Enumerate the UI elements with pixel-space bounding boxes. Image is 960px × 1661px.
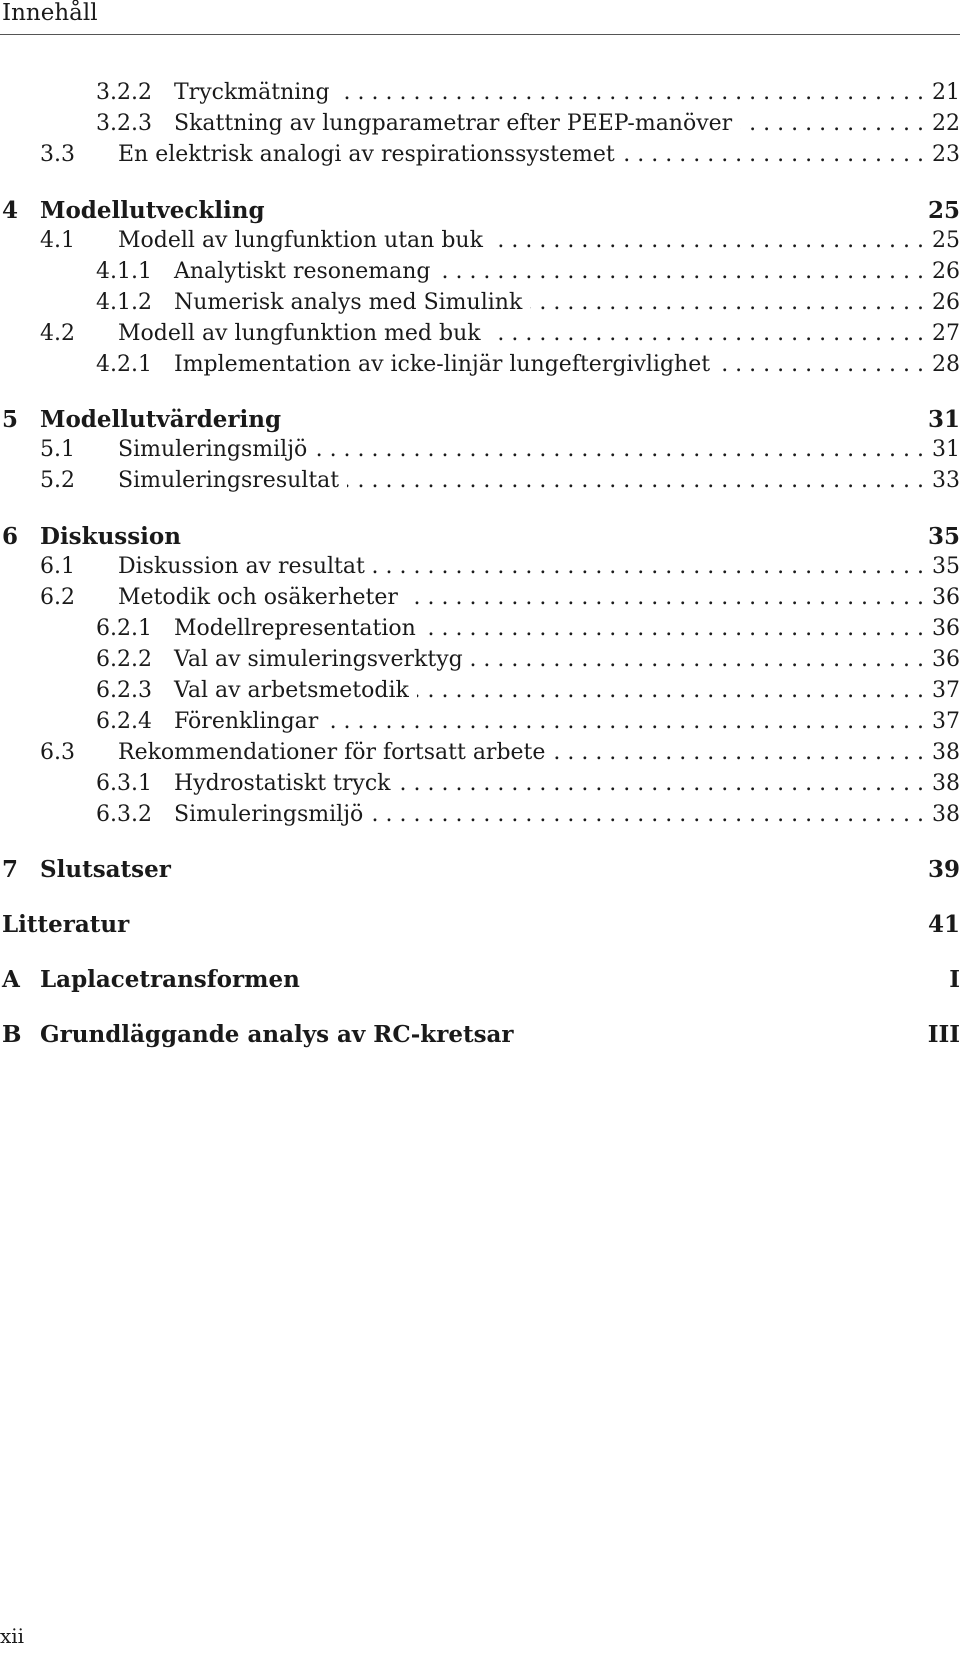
toc-entry[interactable] bbox=[0, 647, 960, 672]
toc-entry-page: 35 bbox=[932, 554, 960, 579]
toc-entry-title: Modellutvärdering bbox=[40, 406, 282, 433]
toc-entry-title: Tryckmätning bbox=[174, 80, 330, 105]
toc-entry-title: Simuleringsresultat bbox=[118, 468, 340, 493]
toc-entry-title: Numerisk analys med Simulink bbox=[174, 290, 523, 315]
toc-dot-leader bbox=[530, 290, 924, 315]
toc-entry[interactable] bbox=[0, 80, 960, 105]
toc-entry[interactable] bbox=[0, 678, 960, 703]
toc-entry[interactable] bbox=[0, 406, 960, 433]
toc-entry[interactable] bbox=[0, 352, 960, 377]
toc-entry-page: 26 bbox=[932, 259, 960, 284]
toc-entry-title: Modell av lungfunktion utan buk bbox=[118, 228, 483, 253]
toc-entry-title: Simuleringsmiljö bbox=[118, 437, 308, 462]
toc-dot-leader bbox=[315, 437, 924, 462]
toc-entry-page: 31 bbox=[932, 437, 960, 462]
toc-entry[interactable] bbox=[0, 228, 960, 253]
toc-entry-page: 41 bbox=[927, 911, 960, 938]
toc-entry[interactable] bbox=[0, 856, 960, 883]
toc-dot-leader bbox=[718, 352, 924, 377]
toc-entry-page: 26 bbox=[932, 290, 960, 315]
toc-dot-leader bbox=[373, 554, 924, 579]
toc-entry-page: 22 bbox=[932, 111, 960, 136]
toc-entry-page: 35 bbox=[927, 523, 960, 550]
toc-dot-leader bbox=[623, 142, 924, 167]
toc-dot-leader bbox=[417, 678, 924, 703]
toc-entry-number: 5 bbox=[2, 406, 19, 433]
toc-entry-title: Diskussion av resultat bbox=[118, 554, 365, 579]
toc-entry-title: Diskussion bbox=[40, 523, 181, 550]
toc-dot-leader bbox=[347, 468, 924, 493]
toc-entry-title: Slutsatser bbox=[40, 856, 171, 883]
toc-entry-number: 3.2.2 bbox=[96, 80, 152, 105]
toc-entry-number: 3.3 bbox=[40, 142, 75, 167]
toc-entry[interactable] bbox=[0, 290, 960, 315]
toc-dot-leader bbox=[491, 228, 924, 253]
toc-entry-page: 38 bbox=[932, 740, 960, 765]
toc-entry-title: Skattning av lungparametrar efter PEEP-manöver bbox=[174, 111, 733, 136]
toc-entry-title: Modellrepresentation bbox=[174, 616, 416, 641]
toc-entry-title: Implementation av icke-linjär lungeftergivlighet bbox=[174, 352, 711, 377]
toc-entry[interactable] bbox=[0, 259, 960, 284]
toc-entry-page: I bbox=[949, 966, 960, 993]
toc-entry-page: 25 bbox=[927, 197, 960, 224]
toc-entry-title: Metodik och osäkerheter bbox=[118, 585, 398, 610]
toc-entry[interactable] bbox=[0, 111, 960, 136]
toc-entry-page: 38 bbox=[932, 802, 960, 827]
toc-dot-leader bbox=[406, 585, 924, 610]
toc-entry[interactable] bbox=[0, 616, 960, 641]
toc-entry[interactable] bbox=[0, 197, 960, 224]
toc-entry[interactable] bbox=[0, 142, 960, 167]
toc-entry-page: 33 bbox=[932, 468, 960, 493]
toc-entry-page: 37 bbox=[932, 709, 960, 734]
toc-entry-number: 6.3 bbox=[40, 740, 75, 765]
toc-dot-leader bbox=[398, 771, 924, 796]
toc-entry[interactable] bbox=[0, 585, 960, 610]
toc-entry[interactable] bbox=[0, 554, 960, 579]
toc-entry-page: 36 bbox=[932, 616, 960, 641]
toc-entry-page: III bbox=[927, 1021, 960, 1048]
toc-entry[interactable] bbox=[0, 911, 960, 938]
toc-entry-number: 4.2 bbox=[40, 321, 75, 346]
toc-entry-page: 36 bbox=[932, 585, 960, 610]
toc-entry-number: 3.2.3 bbox=[96, 111, 152, 136]
toc-entry-title: Laplacetransformen bbox=[40, 966, 300, 993]
toc-entry-number: 5.1 bbox=[40, 437, 75, 462]
toc-entry-title: Val av simuleringsverktyg bbox=[174, 647, 463, 672]
toc-entry-number: 6.2.3 bbox=[96, 678, 152, 703]
toc-entry-title: Hydrostatiskt tryck bbox=[174, 771, 391, 796]
toc-entry-page: 23 bbox=[932, 142, 960, 167]
toc-entry[interactable] bbox=[0, 468, 960, 493]
toc-entry-page: 27 bbox=[932, 321, 960, 346]
toc-entry-title: Grundläggande analys av RC-kretsar bbox=[40, 1021, 514, 1048]
toc-entry-page: 31 bbox=[927, 406, 960, 433]
toc-entry-page: 37 bbox=[932, 678, 960, 703]
toc-entry-number: 6.3.1 bbox=[96, 771, 152, 796]
toc-dot-leader bbox=[326, 709, 924, 734]
toc-entry-page: 25 bbox=[932, 228, 960, 253]
toc-entry-number: 6.2.2 bbox=[96, 647, 152, 672]
toc-entry-title: Val av arbetsmetodik bbox=[174, 678, 409, 703]
toc-entry-number: 7 bbox=[2, 856, 19, 883]
toc-entry-number: 5.2 bbox=[40, 468, 75, 493]
toc-entry-number: 4.1.1 bbox=[96, 259, 152, 284]
toc-entry-title: Analytiskt resonemang bbox=[174, 259, 431, 284]
toc-entry-number: 6.3.2 bbox=[96, 802, 152, 827]
toc-dot-leader bbox=[371, 802, 924, 827]
toc-entry-number: B bbox=[2, 1021, 22, 1048]
toc-entry[interactable] bbox=[0, 771, 960, 796]
toc-entry-number: 4.1 bbox=[40, 228, 75, 253]
toc-entry-title: Litteratur bbox=[2, 911, 130, 938]
toc-dot-leader bbox=[553, 740, 924, 765]
toc-entry-number: 4 bbox=[2, 197, 19, 224]
toc-entry-page: 36 bbox=[932, 647, 960, 672]
toc-entry-number: 6.2 bbox=[40, 585, 75, 610]
toc-entry-title: Rekommendationer för fortsatt arbete bbox=[118, 740, 546, 765]
toc-entry[interactable] bbox=[0, 437, 960, 462]
toc-entry[interactable] bbox=[0, 321, 960, 346]
toc-entry-number: 6.1 bbox=[40, 554, 75, 579]
running-header-title: Innehåll bbox=[2, 0, 98, 26]
toc-entry-title: Modell av lungfunktion med buk bbox=[118, 321, 481, 346]
toc-entry-title: En elektrisk analogi av respirationssystemet bbox=[118, 142, 615, 167]
toc-entry-page: 38 bbox=[932, 771, 960, 796]
toc-entry[interactable] bbox=[0, 1021, 960, 1048]
toc-entry-title: Modellutveckling bbox=[40, 197, 265, 224]
toc-dot-leader bbox=[338, 80, 924, 105]
toc-dot-leader bbox=[471, 647, 924, 672]
toc-entry-page: 21 bbox=[932, 80, 960, 105]
toc-entry[interactable] bbox=[0, 802, 960, 827]
toc-dot-leader bbox=[424, 616, 924, 641]
toc-entry-number: 6.2.4 bbox=[96, 709, 152, 734]
toc-entry-number: A bbox=[2, 966, 20, 993]
page-number: xii bbox=[0, 1624, 25, 1648]
toc-entry-number: 4.1.2 bbox=[96, 290, 152, 315]
toc-dot-leader bbox=[438, 259, 924, 284]
toc-entry-number: 4.2.1 bbox=[96, 352, 152, 377]
toc-dot-leader bbox=[489, 321, 924, 346]
toc-entry-number: 6 bbox=[2, 523, 19, 550]
toc-entry[interactable] bbox=[0, 740, 960, 765]
toc-dot-leader bbox=[740, 111, 924, 136]
toc-entry-title: Simuleringsmiljö bbox=[174, 802, 364, 827]
toc-entry-number: 6.2.1 bbox=[96, 616, 152, 641]
toc-entry-title: Förenklingar bbox=[174, 709, 319, 734]
toc-entry-page: 28 bbox=[932, 352, 960, 377]
toc-entry-page: 39 bbox=[927, 856, 960, 883]
toc-entry[interactable] bbox=[0, 709, 960, 734]
toc-entry[interactable] bbox=[0, 523, 960, 550]
toc-entry[interactable] bbox=[0, 966, 960, 993]
